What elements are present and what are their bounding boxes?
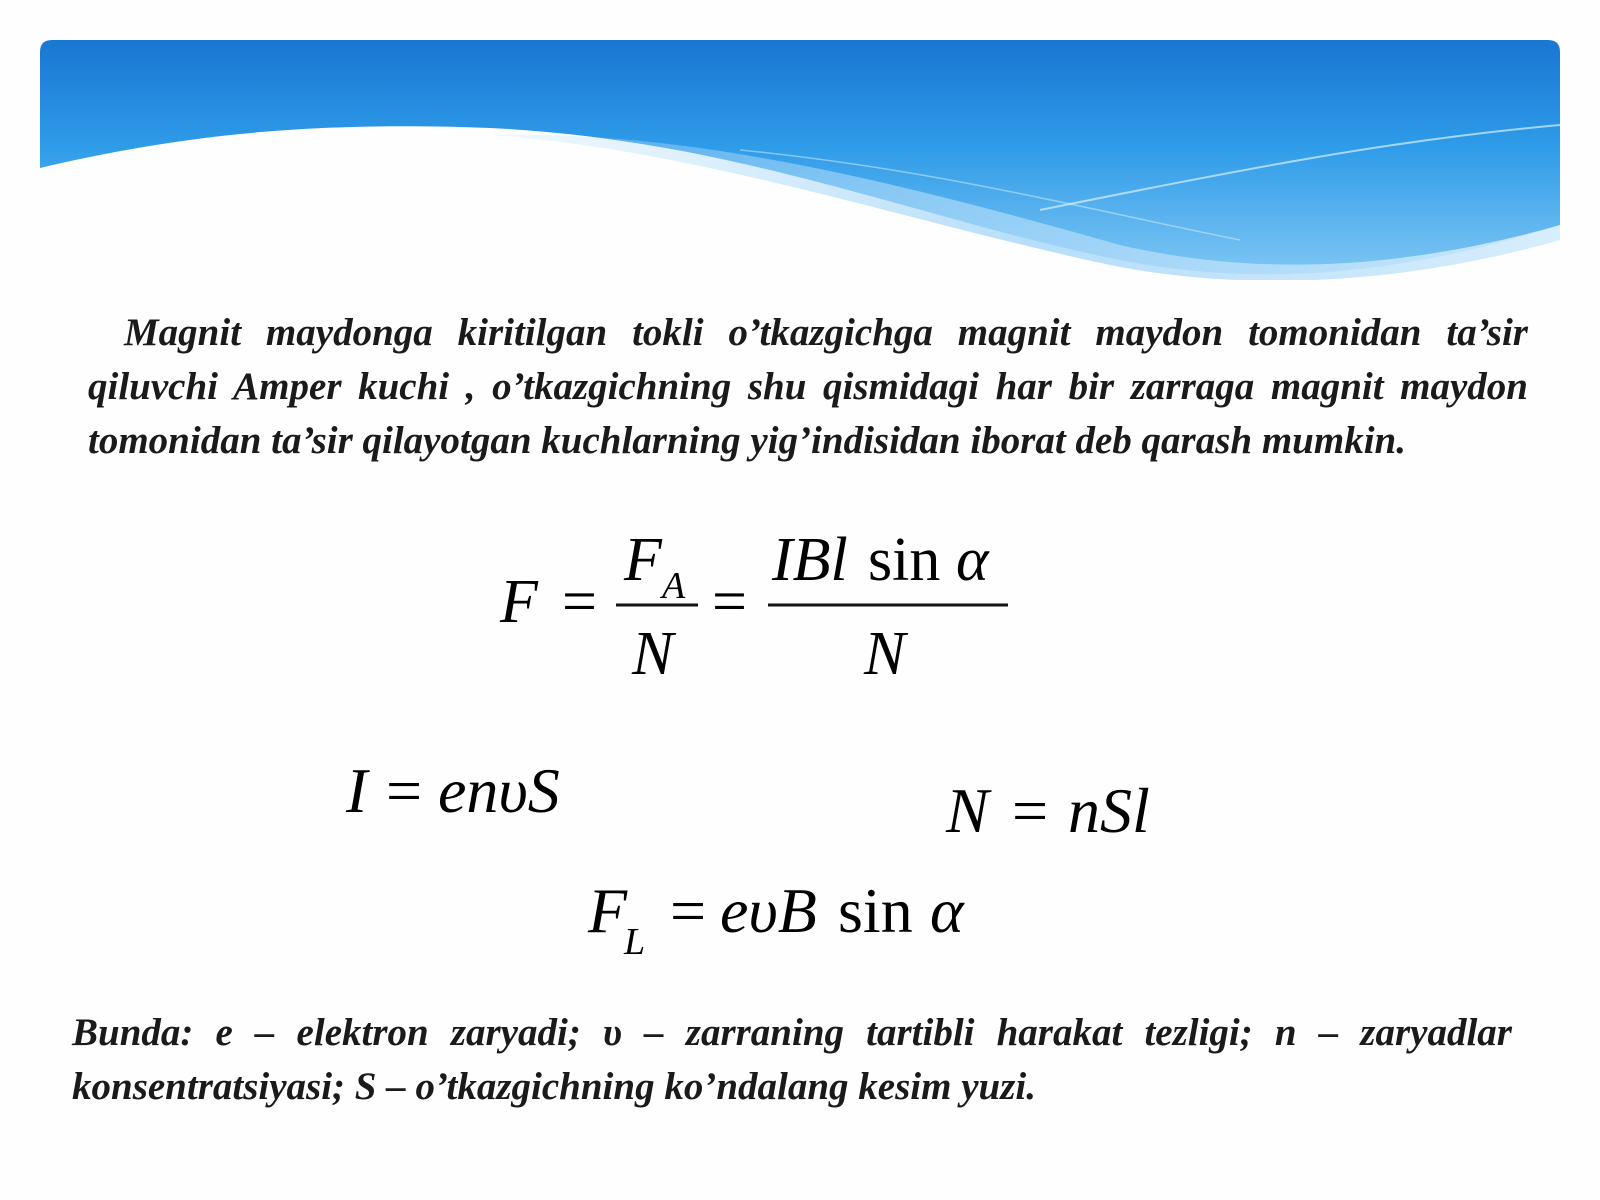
formula-lorentz-lhs-sub: L — [624, 921, 646, 963]
formula-lorentz-force — [580, 860, 1000, 970]
formula-count-eq: = — [1012, 775, 1049, 846]
symbols-explanation: Bunda: e – elektron zaryadi; υ – zarraning tartibli harakat tezligi; n – zaryadlar konsentratsiyasi; S – o’tkazgichning ko’ndalang kesim yuzi. — [72, 1011, 1512, 1108]
formula-particle-count — [940, 760, 1200, 860]
formula-lorentz-rhs-italic: eυB — [720, 875, 817, 946]
formula-main-frac2-num-func: sin — [868, 526, 941, 594]
formula-force-per-particle — [490, 520, 1050, 700]
formula-main-frac1-num: F — [624, 526, 662, 594]
formula-main-frac2-den: N — [864, 620, 906, 688]
formula-main-frac2-num-italic: IBl — [772, 526, 848, 594]
formula-current-lhs: I — [346, 755, 368, 826]
formula-count-lhs: N — [946, 775, 989, 846]
formula-main-lhs: F — [500, 568, 538, 636]
formula-main-frac1-den: N — [632, 620, 674, 688]
formula-main-frac2-num-greek: α — [956, 526, 989, 594]
intro-paragraph: Magnit maydonga kiritilgan tokli o’tkazgichga magnit maydon tomonidan ta’sir qiluvchi Amper kuchi , o’tkazgichning shu qismidagi har bir zarraga magnit maydon tomonidan ta’sir qilayotgan kuchlarning yig’indisidan iborat deb qarash mumkin. — [88, 311, 1528, 462]
formula-lorentz-lhs: F — [588, 875, 628, 946]
formula-lorentz-rhs-greek: α — [930, 875, 964, 946]
formula-lorentz-eq: = — [670, 875, 707, 946]
header-wave-decoration — [40, 40, 1560, 280]
formula-current-eq: = — [386, 755, 423, 826]
formula-lorentz-rhs-func: sin — [838, 875, 913, 946]
formula-main-frac1-num-sub: A — [662, 565, 686, 607]
formula-count-rhs: nSl — [1068, 775, 1150, 846]
formula-current — [330, 740, 650, 840]
formula-main-eq2: = — [712, 568, 747, 636]
formula-current-rhs: enυS — [438, 755, 560, 826]
formula-main-eq1: = — [562, 568, 597, 636]
